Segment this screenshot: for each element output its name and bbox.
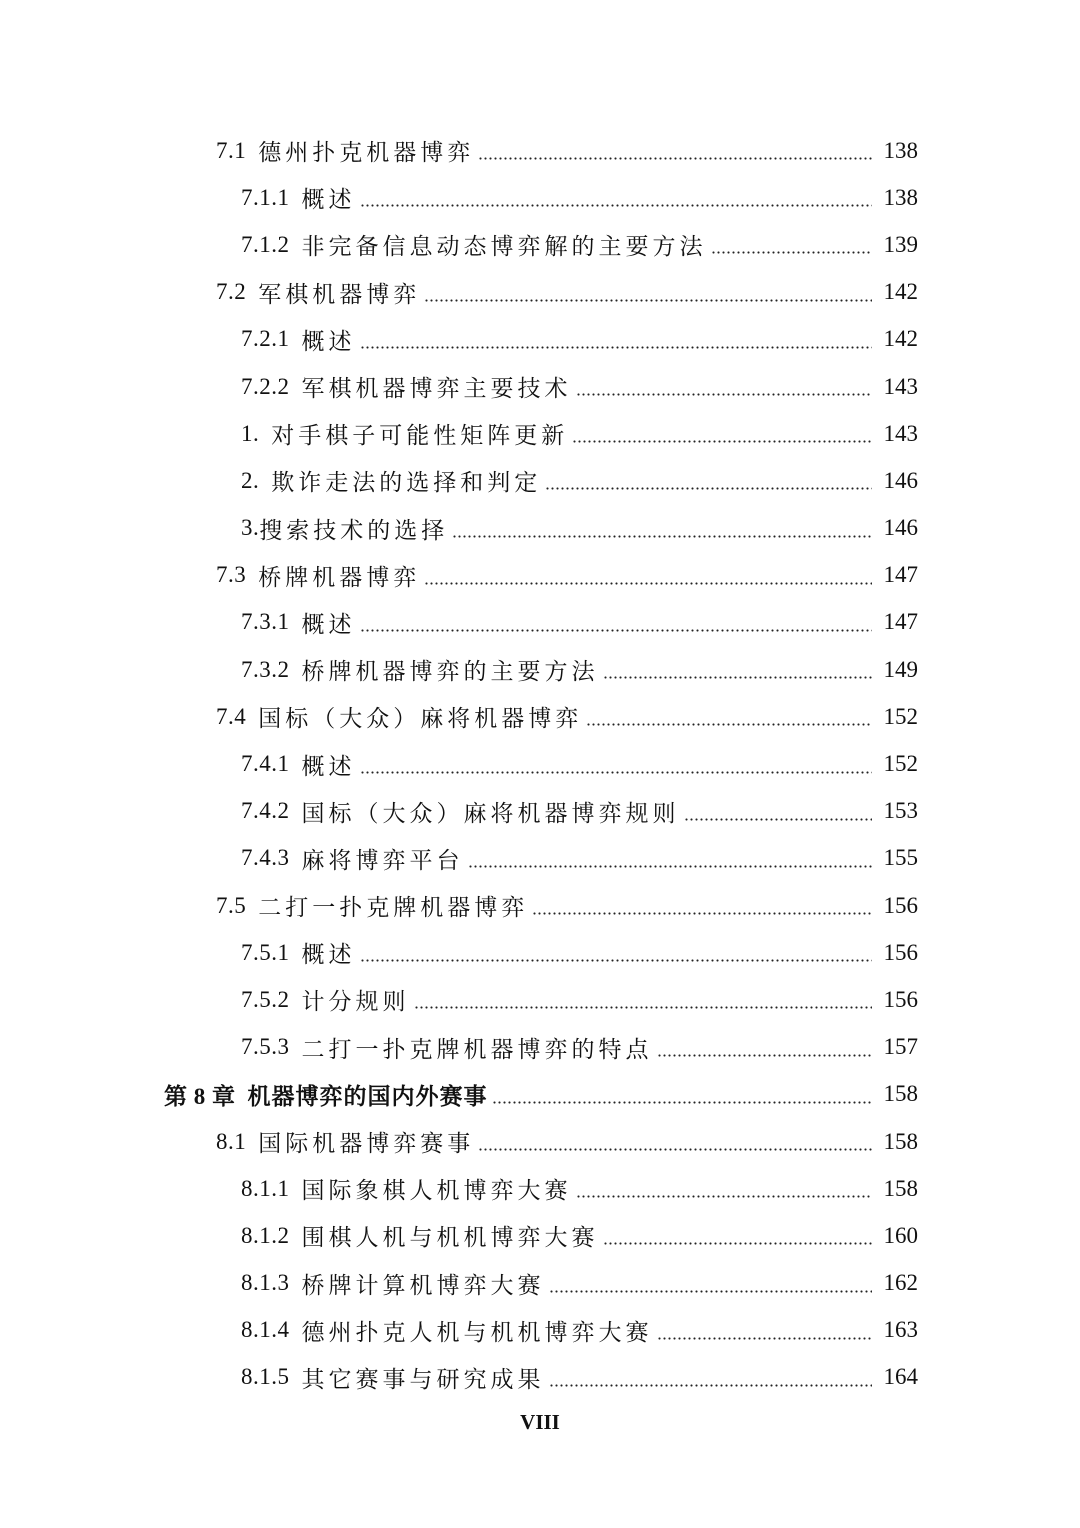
toc-entry-number: 8.1.4 (241, 1317, 290, 1343)
toc-entry-page: 146 (883, 515, 918, 541)
toc-entry[interactable] (0, 788, 1080, 835)
toc-entry-title: 国标（大众）麻将机器博弈 (258, 706, 583, 732)
dot-leader (424, 299, 872, 302)
toc-entry-number: 7.1.2 (241, 231, 290, 257)
toc-entry[interactable] (0, 269, 1080, 316)
toc-entry-number: 7.1.1 (241, 184, 290, 210)
toc-entry-page: 158 (883, 1081, 918, 1107)
toc-entry[interactable] (0, 1024, 1080, 1071)
toc-entry-number: 7.2.1 (241, 326, 290, 352)
toc-entry-number: 8.1 (216, 1128, 247, 1154)
toc-entry-number: 7.2.2 (241, 373, 290, 399)
toc-entry-title: 概述 (301, 611, 356, 637)
dot-leader (532, 912, 872, 915)
toc-entry-number: 7.1 (216, 137, 247, 163)
dot-leader (711, 251, 873, 254)
toc-entry-number: 7.4.2 (241, 798, 290, 824)
toc-entry[interactable] (0, 552, 1080, 599)
toc-entry[interactable] (0, 835, 1080, 882)
dot-leader (360, 771, 873, 774)
toc-entry-page: 157 (883, 1034, 918, 1060)
dot-leader (468, 865, 873, 868)
toc-entry[interactable] (0, 174, 1080, 221)
toc-entry-number: 7.4.3 (241, 845, 290, 871)
toc-entry[interactable] (0, 740, 1080, 787)
toc-entry-page: 155 (883, 845, 918, 871)
toc-entry[interactable] (0, 1118, 1080, 1165)
toc-entry-title: 概述 (301, 328, 356, 354)
dot-leader (478, 157, 872, 160)
toc-entry-page: 152 (883, 703, 918, 729)
toc-entry-page: 142 (883, 326, 918, 352)
dot-leader (478, 1148, 872, 1151)
toc-entry-page: 156 (883, 986, 918, 1012)
toc-entry-number: 8.1.2 (241, 1222, 290, 1248)
toc-entry-page: 153 (883, 798, 918, 824)
toc-entry-title: 围棋人机与机机博弈大赛 (301, 1225, 599, 1251)
toc-entry-number: 8.1.3 (241, 1270, 290, 1296)
toc-entry-title: 二打一扑克牌机器博弈的特点 (301, 1036, 653, 1062)
toc-entry-number: 3. (241, 515, 260, 541)
dot-leader (549, 1290, 873, 1293)
dot-leader (603, 1242, 873, 1245)
toc-entry-number: 8.1.1 (241, 1175, 290, 1201)
dot-leader (360, 959, 873, 962)
toc-entry-title: 桥牌机器博弈 (258, 564, 421, 590)
toc-entry-number: 7.4.1 (241, 751, 290, 777)
toc-entry-number: 7.5.1 (241, 939, 290, 965)
dot-leader (586, 723, 872, 726)
toc-entry-number: 7.3.2 (241, 656, 290, 682)
toc-entry-number: 2. (241, 467, 260, 493)
table-of-contents (0, 127, 1080, 1401)
dot-leader (576, 1195, 873, 1198)
toc-entry-page: 142 (883, 279, 918, 305)
toc-entry-page: 149 (883, 656, 918, 682)
dot-leader (452, 535, 872, 538)
toc-entry-page: 152 (883, 751, 918, 777)
toc-entry-title: 二打一扑克牌机器博弈 (258, 895, 529, 921)
toc-entry-title: 桥牌机器博弈的主要方法 (301, 659, 599, 685)
toc-entry-number: 8.1.5 (241, 1364, 290, 1390)
toc-entry-number: 7.2 (216, 279, 247, 305)
dot-leader (657, 1337, 873, 1340)
toc-entry-page: 158 (883, 1175, 918, 1201)
toc-entry-title: 概述 (301, 753, 356, 779)
toc-entry[interactable] (0, 316, 1080, 363)
toc-entry-title: 麻将博弈平台 (301, 847, 464, 873)
toc-entry-number: 7.3.1 (241, 609, 290, 635)
toc-entry-title: 其它赛事与研究成果 (301, 1366, 545, 1392)
toc-entry[interactable] (0, 1307, 1080, 1354)
toc-entry-page: 160 (883, 1222, 918, 1248)
dot-leader (424, 582, 872, 585)
toc-entry-title: 军棋机器博弈主要技术 (301, 376, 572, 402)
dot-leader (545, 487, 872, 490)
toc-entry-title: 桥牌计算机博弈大赛 (301, 1272, 545, 1298)
toc-entry-title: 对手棋子可能性矩阵更新 (271, 423, 569, 449)
dot-leader (657, 1054, 873, 1057)
toc-entry-title: 机器博弈的国内外赛事 (247, 1083, 488, 1109)
toc-entry-title: 搜索技术的选择 (259, 517, 449, 543)
toc-entry-title: 军棋机器博弈 (258, 281, 421, 307)
toc-entry-page: 156 (883, 939, 918, 965)
toc-entry-number: 7.5.2 (241, 986, 290, 1012)
toc-entry-page: 162 (883, 1270, 918, 1296)
dot-leader (360, 204, 873, 207)
toc-entry[interactable] (0, 1354, 1080, 1401)
toc-entry-page: 158 (883, 1128, 918, 1154)
toc-entry-page: 138 (883, 137, 918, 163)
toc-entry-number: 7.4 (216, 703, 247, 729)
toc-entry-page: 156 (883, 892, 918, 918)
toc-entry[interactable] (0, 1212, 1080, 1259)
toc-entry[interactable] (0, 363, 1080, 410)
toc-entry[interactable] (0, 646, 1080, 693)
toc-entry[interactable] (0, 693, 1080, 740)
toc-entry[interactable] (0, 505, 1080, 552)
dot-leader (576, 393, 873, 396)
toc-entry-title: 计分规则 (301, 989, 410, 1015)
toc-entry-number: 7.3 (216, 562, 247, 588)
toc-entry-title: 概述 (301, 187, 356, 213)
dot-leader (360, 346, 873, 349)
toc-entry-page: 139 (883, 231, 918, 257)
toc-entry-number: 7.5.3 (241, 1034, 290, 1060)
toc-entry[interactable] (0, 457, 1080, 504)
dot-leader (360, 629, 873, 632)
toc-entry-title: 国际象棋人机博弈大赛 (301, 1178, 572, 1204)
dot-leader (603, 676, 873, 679)
toc-entry-page: 146 (883, 467, 918, 493)
page-number-footer: VIII (520, 1410, 560, 1434)
toc-entry-title: 德州扑克人机与机机博弈大赛 (301, 1319, 653, 1345)
toc-entry[interactable] (0, 599, 1080, 646)
toc-entry[interactable] (0, 1165, 1080, 1212)
toc-entry-page: 163 (883, 1317, 918, 1343)
toc-entry-title: 国际机器博弈赛事 (258, 1131, 475, 1157)
toc-entry-number: 第 8 章 (164, 1083, 236, 1109)
toc-entry-title: 欺诈走法的选择和判定 (271, 470, 542, 496)
toc-entry-title: 国标（大众）麻将机器博弈规则 (301, 800, 680, 826)
toc-entry-title: 德州扑克机器博弈 (258, 140, 475, 166)
toc-entry-title: 概述 (301, 942, 356, 968)
toc-entry[interactable] (0, 882, 1080, 929)
toc-entry-page: 138 (883, 184, 918, 210)
toc-entry-page: 147 (883, 609, 918, 635)
dot-leader (549, 1384, 873, 1387)
toc-entry[interactable] (0, 976, 1080, 1023)
dot-leader (684, 818, 873, 821)
dot-leader (492, 1101, 873, 1104)
toc-entry-page: 164 (883, 1364, 918, 1390)
toc-entry-title: 非完备信息动态博弈解的主要方法 (301, 234, 707, 260)
dot-leader (572, 440, 872, 443)
dot-leader (414, 1006, 873, 1009)
toc-entry-page: 143 (883, 420, 918, 446)
toc-chapter-entry[interactable] (0, 1071, 1080, 1118)
toc-entry-number: 7.5 (216, 892, 247, 918)
toc-entry[interactable] (0, 1260, 1080, 1307)
toc-entry-number: 1. (241, 420, 260, 446)
toc-entry[interactable] (0, 410, 1080, 457)
toc-entry[interactable] (0, 127, 1080, 174)
toc-entry[interactable] (0, 221, 1080, 268)
toc-entry-page: 143 (883, 373, 918, 399)
toc-entry[interactable] (0, 929, 1080, 976)
toc-entry-page: 147 (883, 562, 918, 588)
